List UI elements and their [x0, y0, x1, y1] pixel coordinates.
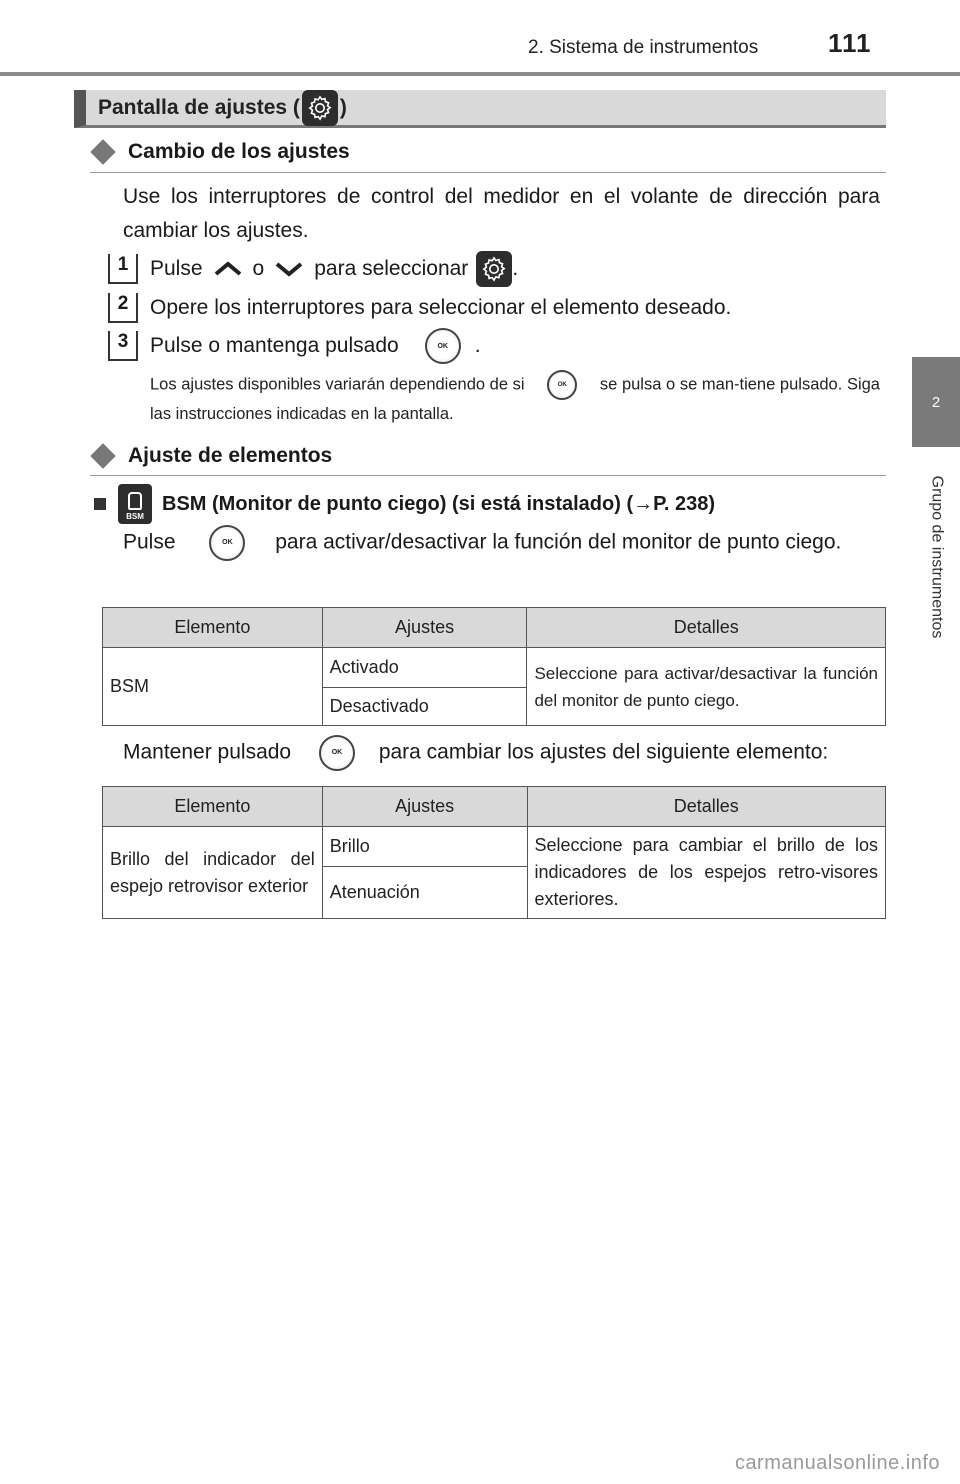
- step-1: [110, 253, 518, 285]
- para-text: Mantener pulsado: [123, 740, 292, 764]
- step-text: Pulse: [150, 257, 203, 280]
- table-header: Elemento: [103, 608, 323, 648]
- ok-button-icon: [209, 525, 245, 561]
- table-cell: BSM: [103, 648, 323, 726]
- page-number: 111: [828, 28, 872, 58]
- subheading-text: Ajuste de elementos: [128, 444, 333, 467]
- table-cell: Atenuación: [322, 867, 527, 919]
- step-text: o: [252, 257, 265, 280]
- ok-label: OK: [331, 749, 343, 756]
- watermark: carmanualsonline.info: [734, 1452, 940, 1474]
- chapter-number: 2: [931, 393, 941, 411]
- ok-button-icon: [547, 370, 577, 400]
- gear-icon: [302, 90, 338, 126]
- bsm-icon: [118, 484, 152, 524]
- bsm-settings-table: [102, 607, 886, 726]
- para-text: para activar/desactivar la función del monitor de punto ciego.: [275, 530, 842, 554]
- step-number: 2: [110, 293, 138, 323]
- ok-label: OK: [437, 342, 448, 350]
- note-text: Los ajustes disponibles variarán dependiendo de si: [150, 375, 525, 394]
- step-2: [110, 292, 731, 324]
- car-icon: [128, 492, 142, 510]
- chapter-title: Grupo de instrumentos: [928, 475, 945, 639]
- step-text: Opere los interruptores para seleccionar el elemento deseado.: [150, 296, 732, 319]
- subheading-text: Cambio de los ajustes: [128, 140, 350, 163]
- header-divider: [0, 72, 960, 76]
- table-cell: Seleccione para cambiar el brillo de los indicadores de los espejos retro-visores exteriores.: [527, 827, 886, 919]
- ok-label: OK: [557, 382, 567, 388]
- table-cell: Seleccione para activar/desactivar la función del monitor de punto ciego.: [527, 648, 886, 726]
- ok-label: OK: [222, 539, 233, 546]
- header-section-title: 2. Sistema de instrumentos: [528, 37, 759, 58]
- step-text: Pulse o mantenga pulsado: [150, 334, 399, 357]
- bsm-heading-text: BSM (Monitor de punto ciego) (si está instalado) (→P. 238): [162, 492, 716, 515]
- step-text: para seleccionar: [314, 257, 469, 280]
- banner-title-end: ): [339, 95, 347, 119]
- table-cell: Activado: [322, 648, 527, 688]
- table-row: [103, 827, 886, 867]
- note-text: se pulsa o se man-tiene pulsado. Siga las instrucciones indicadas en la pantalla.: [150, 375, 880, 423]
- bsm-paragraph: [123, 525, 880, 561]
- section-banner: [74, 90, 886, 128]
- intro-paragraph: Use los interruptores de control del medidor en el volante de dirección para cambiar los ajustes.: [123, 185, 880, 242]
- subheading-change-settings: [90, 140, 350, 164]
- table-header-row: [103, 787, 886, 827]
- table-row: [103, 648, 886, 688]
- table-header: Detalles: [527, 608, 886, 648]
- step-number: 1: [110, 254, 138, 284]
- bsm-heading: [94, 484, 715, 524]
- step-text: .: [512, 257, 519, 280]
- step-number: 3: [110, 331, 138, 361]
- para-text: para cambiar los ajustes del siguiente elemento:: [378, 740, 829, 764]
- table-header: Ajustes: [322, 608, 527, 648]
- subheading-divider: [90, 475, 886, 476]
- chapter-tab-label: [912, 447, 960, 667]
- table-header-row: [103, 608, 886, 648]
- bsm-icon-text: BSM: [126, 512, 144, 521]
- note-paragraph: [150, 370, 880, 428]
- diamond-bullet-icon: [90, 443, 115, 468]
- table-cell: Desactivado: [322, 688, 527, 726]
- table-header: Detalles: [527, 787, 886, 827]
- table-header: Ajustes: [322, 787, 527, 827]
- ok-button-icon: [319, 735, 355, 771]
- step-text: .: [474, 334, 481, 357]
- para-text: Pulse: [123, 530, 176, 554]
- step-3: [110, 330, 481, 362]
- table-header: Elemento: [103, 787, 323, 827]
- mirror-settings-table: [102, 786, 886, 919]
- square-bullet-icon: [94, 498, 106, 510]
- hold-paragraph: [123, 735, 893, 771]
- table-cell: Brillo: [322, 827, 527, 867]
- ok-button-icon: [425, 328, 461, 364]
- banner-title-start: Pantalla de ajustes (: [98, 95, 300, 119]
- table-cell: Brillo del indicador del espejo retrovisor exterior: [103, 827, 323, 919]
- chevron-down-icon: [272, 259, 306, 279]
- chevron-up-icon: [211, 259, 245, 279]
- diamond-bullet-icon: [90, 139, 115, 164]
- subheading-item-settings: [90, 444, 332, 468]
- subheading-divider: [90, 172, 886, 173]
- chapter-tab: [912, 357, 960, 447]
- gear-icon: [476, 251, 512, 287]
